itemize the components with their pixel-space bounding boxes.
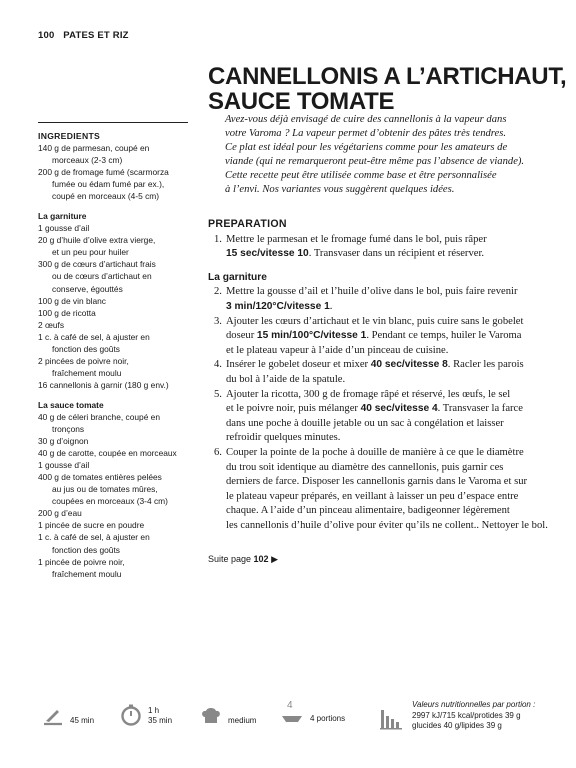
- step-setting: 3 min/120°C/vitesse 1: [226, 300, 330, 312]
- ingredient-line: fonction des goûts: [52, 544, 120, 555]
- step-text: doseur: [226, 330, 257, 342]
- section-name: PATES ET RIZ: [63, 30, 129, 41]
- ingredient-item: [38, 379, 188, 391]
- step-setting: 15 min/100°C/vitesse 1: [256, 330, 367, 342]
- ingredient-line: 200 g d’eau: [38, 508, 82, 519]
- prep-time: [42, 706, 94, 726]
- step-text: . Pendant ce temps, huiler le Varoma: [366, 330, 522, 342]
- ingredient-line: coupé en morceaux (4-5 cm): [52, 191, 160, 202]
- ingredient-line: 1 gousse d’ail: [38, 460, 90, 471]
- continued-page: 102: [253, 554, 269, 564]
- step-text: Insérer le gobelet doseur et mixer: [226, 359, 371, 371]
- portions-icon: [280, 702, 304, 724]
- step-3: [208, 315, 553, 359]
- ingredient-line: 140 g de parmesan, coupé en: [38, 143, 150, 153]
- step-text: . Transvaser la farce: [437, 403, 523, 415]
- ingredient-item: [38, 234, 188, 258]
- clock-icon: [120, 704, 142, 726]
- sauce-list: [38, 411, 188, 580]
- step-line: Ajouter la ricotta, 300 g de fromage râpé et réservé, les œufs, le sel: [226, 388, 511, 400]
- ingredient-line: 1 c. à café de sel, à ajuster en: [38, 331, 150, 342]
- step-1: [208, 233, 553, 262]
- step-number: 5.: [214, 388, 222, 400]
- portions-count: 4: [287, 700, 293, 711]
- ingredient-line: conserve, égouttés: [52, 283, 123, 294]
- preparation-heading: PREPARATION: [208, 218, 287, 230]
- portions: [280, 702, 345, 724]
- intro-line: Cette recette peut être utilisée comme base et être personnalisée: [225, 170, 497, 182]
- ingredient-line: 1 pincée de sucre en poudre: [38, 520, 145, 531]
- ingredient-item: [38, 556, 188, 580]
- continued-text: Suite page: [208, 554, 254, 564]
- ingredient-line: 30 g d’oignon: [38, 436, 89, 447]
- ingredient-item: [38, 222, 188, 234]
- intro-line: votre Varoma ? La vapeur permet d’obtenir des pâtes très tendres.: [225, 128, 506, 140]
- ingredient-line: 40 g de céleri branche, coupé en: [38, 411, 160, 422]
- step-number: 2.: [214, 286, 222, 298]
- step-line: le plateau vapeur préparés, en veillant à laisser un peu d’espace entre: [226, 490, 519, 502]
- chef-hat-icon: [200, 706, 222, 726]
- intro-line: Ce plat est idéal pour les végétariens comme pour les amateurs de: [225, 142, 508, 154]
- recipe-footer: [0, 700, 576, 750]
- step-line: et le plateau vapeur à l’aide d’un pinceau de cuisine.: [226, 344, 449, 356]
- ingredient-item: [38, 319, 188, 331]
- ingredient-item: [38, 507, 188, 519]
- step-text: .: [329, 300, 333, 312]
- sauce-heading: La sauce tomate: [38, 399, 104, 410]
- ingredient-line: ou de cœurs d’artichaut en: [52, 271, 152, 282]
- step-text: . Racler les parois: [447, 359, 524, 371]
- step-6: [208, 446, 553, 534]
- ingredients-column: [38, 122, 188, 580]
- step-number: 4.: [214, 359, 222, 371]
- ingredient-item: [38, 531, 188, 555]
- total-time-hours: 1 h: [148, 706, 160, 715]
- ingredient-line: 1 gousse d’ail: [38, 223, 90, 234]
- ingredient-line: fumée ou édam fumé par ex.),: [52, 179, 165, 190]
- step-4: [208, 358, 553, 387]
- ingredients-rule: [38, 122, 188, 123]
- recipe-title-line: SAUCE TOMATE: [208, 88, 395, 115]
- step-number: 6.: [214, 446, 222, 458]
- ingredient-item: [38, 459, 188, 471]
- ingredient-item: [38, 142, 188, 166]
- prep-garniture-heading: La garniture: [208, 271, 267, 283]
- step-line: derniers de farce. Disposer les cannellonis garnis dans le Varoma et sur: [226, 476, 528, 488]
- step-number: 1.: [214, 233, 222, 245]
- ingredient-item: [38, 258, 188, 294]
- ingredient-item: [38, 307, 188, 319]
- garniture-heading: La garniture: [38, 211, 87, 222]
- ingredient-line: 200 g de fromage fumé (scarmorza: [38, 167, 169, 178]
- portions-label: 4 portions: [310, 714, 346, 723]
- step-line: Mettre le parmesan et le fromage fumé dans le bol, puis râper: [226, 233, 487, 245]
- step-line: [226, 300, 553, 315]
- plate-icon: [280, 702, 304, 724]
- recipe-intro: [225, 113, 547, 198]
- step-line: Mettre la gousse d’ail et l’huile d’olive dans le bol, puis faire revenir: [226, 286, 518, 298]
- ingredient-line: 100 g de vin blanc: [38, 295, 106, 306]
- step-line: du trou soit identique au diamètre des cannellonis, puis garnir ces: [226, 461, 504, 473]
- ingredient-line: fonction des goûts: [52, 343, 120, 354]
- nutrition-title: Valeurs nutritionnelles par portion :: [412, 700, 536, 709]
- ingredient-line: et un peu pour huiler: [52, 247, 129, 258]
- step-line: [226, 329, 553, 344]
- ingredient-line: fraîchement moulu: [52, 568, 122, 579]
- ingredient-line: 2 œufs: [38, 319, 65, 330]
- step-text: et le poivre noir, puis mélanger: [226, 403, 361, 415]
- continued-link[interactable]: [208, 554, 278, 565]
- step-setting: 40 sec/vitesse 4: [360, 403, 438, 415]
- step-line: [226, 358, 553, 373]
- ingredient-line: tronçons: [52, 424, 85, 435]
- ingredient-line: 40 g de carotte, coupée en morceaux: [38, 448, 177, 459]
- total-time: [120, 704, 172, 726]
- ingredient-line: 300 g de cœurs d’artichaut frais: [38, 259, 156, 270]
- intro-line: Avez-vous déjà envisagé de cuire des cannellonis à la vapeur dans: [225, 114, 507, 125]
- ingredient-line: morceaux (2-3 cm): [52, 155, 123, 166]
- intro-line: viande (qui ne remarqueront peut-être même pas l’absence de viande).: [225, 156, 525, 168]
- ingredient-line: coupées en morceaux (3-4 cm): [52, 496, 168, 507]
- ingredients-main-list: [38, 142, 188, 202]
- step-5: [208, 388, 553, 446]
- preparation-section: [208, 217, 553, 533]
- total-time-minutes: 35 min: [148, 716, 173, 725]
- nutrition-line: glucides 40 g/lipides 39 g: [412, 721, 502, 730]
- nutrition-text: [412, 700, 535, 732]
- ingredients-heading: INGREDIENTS: [38, 131, 101, 141]
- ingredient-item: [38, 166, 188, 202]
- garniture-list: [38, 222, 188, 391]
- intro-line: à l’envi. Nos variantes vous suggèrent quelques idées.: [225, 184, 455, 196]
- ingredient-item: [38, 471, 188, 507]
- step-number: 3.: [214, 315, 222, 327]
- difficulty-label: medium: [228, 716, 257, 725]
- ingredient-item: [38, 519, 188, 531]
- ingredient-line: 20 g d’huile d’olive extra vierge,: [38, 235, 156, 246]
- step-text: . Transvaser dans un récipient et réserver.: [308, 248, 485, 260]
- knife-board-icon: [42, 706, 64, 726]
- step-line: refroidir quelques minutes.: [226, 432, 341, 444]
- ingredient-item: [38, 331, 188, 355]
- step-line: chaque. A l’aide d’un pinceau alimentaire, badigeonner légèrement: [226, 505, 510, 517]
- ingredient-line: 1 c. à café de sel, à ajuster en: [38, 532, 150, 543]
- ingredient-item: [38, 355, 188, 379]
- step-setting: 40 sec/vitesse 8: [370, 359, 448, 371]
- total-time-label: [148, 706, 172, 726]
- page-number: 100: [38, 30, 55, 41]
- arrow-right-icon: ▶: [271, 554, 279, 564]
- ingredient-line: fraîchement moulu: [52, 367, 122, 378]
- ingredient-item: [38, 295, 188, 307]
- ingredient-line: 400 g de tomates entières pelées: [38, 472, 162, 483]
- bar-chart-icon: [380, 708, 404, 730]
- step-line: du bol à l’aide de la spatule.: [226, 373, 346, 385]
- step-setting: 15 sec/vitesse 10: [226, 248, 309, 260]
- recipe-title-line: CANNELLONIS A L’ARTICHAUT,: [208, 63, 567, 90]
- running-header: [38, 30, 129, 41]
- step-2: [208, 285, 553, 314]
- recipe-title: [208, 63, 567, 115]
- ingredient-item: [38, 447, 188, 459]
- step-line: les cannellonis d’huile d’olive pour éviter qu’ils ne collent.. Nettoyer le bol.: [226, 519, 548, 531]
- difficulty: [200, 706, 256, 726]
- step-line: [226, 247, 553, 262]
- prep-time-label: 45 min: [70, 716, 95, 725]
- ingredient-line: 100 g de ricotta: [38, 307, 96, 318]
- ingredient-item: [38, 435, 188, 447]
- ingredient-line: 16 cannellonis à garnir (180 g env.): [38, 379, 169, 390]
- nutrition-line: 2997 kJ/715 kcal/protides 39 g: [412, 710, 521, 720]
- step-line: [226, 402, 553, 417]
- step-line: dans une poche à douille jetable ou un sac à congélation et laisser: [226, 417, 504, 429]
- step-line: Couper la pointe de la poche à douille de manière à ce que le diamètre: [226, 446, 524, 458]
- step-line: Ajouter les cœurs d’artichaut et le vin blanc, puis cuire sans le gobelet: [226, 315, 524, 327]
- ingredient-line: 2 pincées de poivre noir,: [38, 355, 129, 366]
- nutrition-info: [380, 700, 535, 732]
- ingredient-item: [38, 411, 188, 435]
- ingredient-line: 1 pincée de poivre noir,: [38, 556, 125, 567]
- ingredient-line: au jus ou de tomates mûres,: [52, 484, 158, 495]
